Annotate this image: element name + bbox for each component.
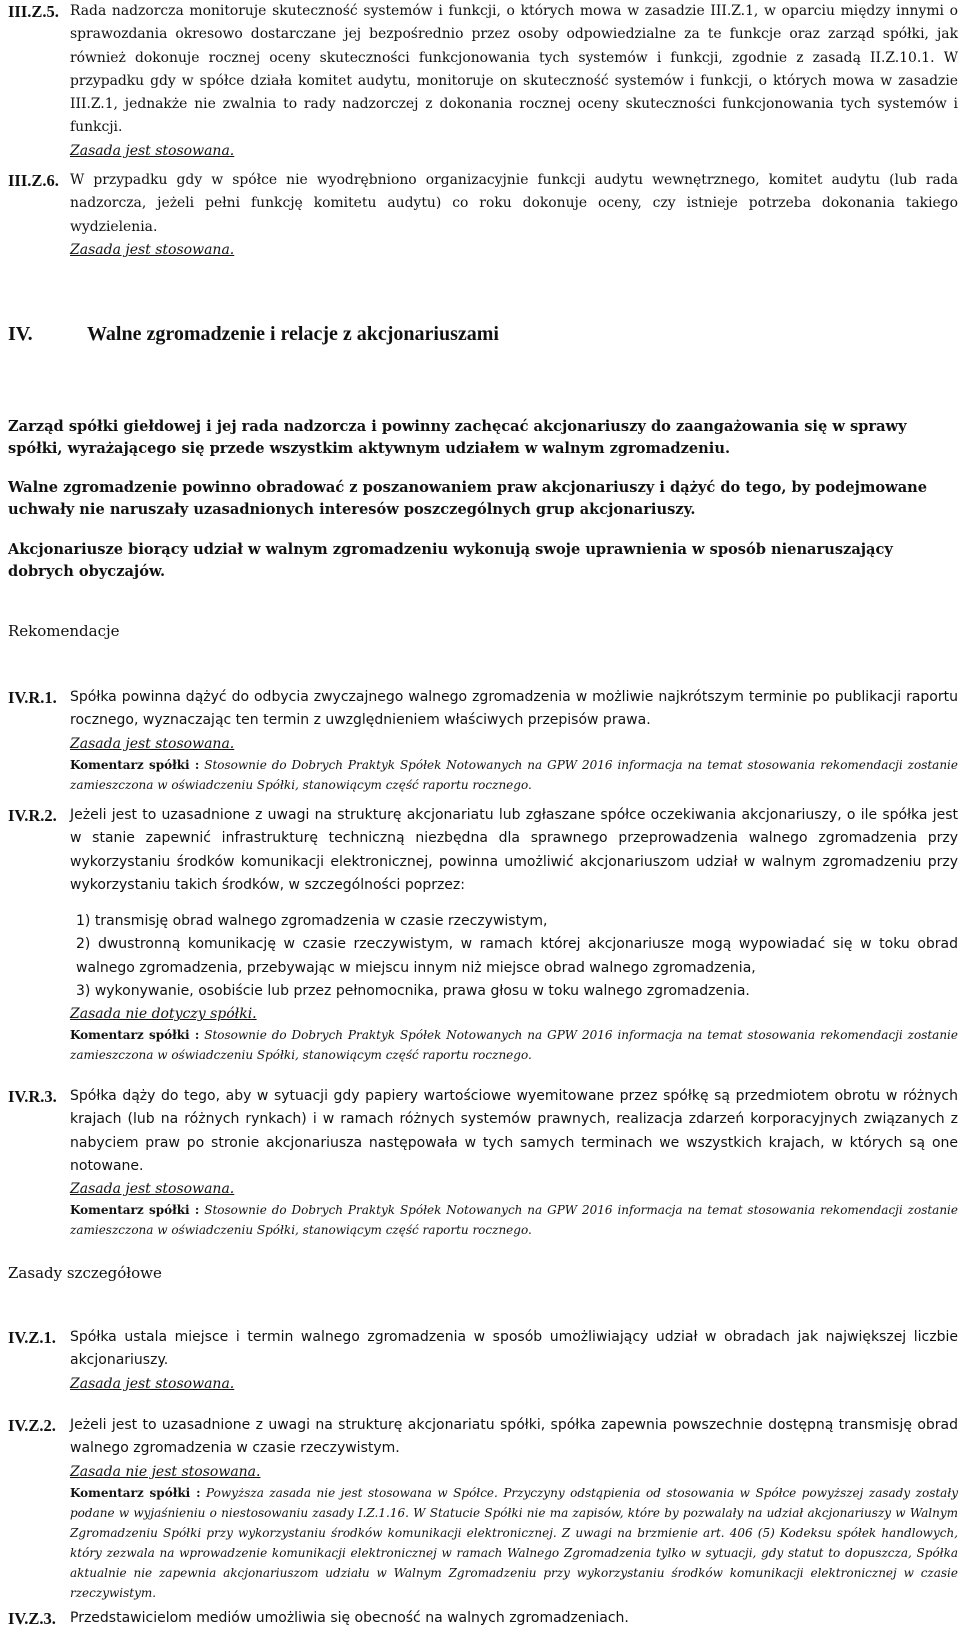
principle-text: Jeżeli jest to uzasadnione z uwagi na strukturę akcjonariatu spółki, spółka zapewnia powszechnie dostępną transmisję obrad walnego zgromadzenia w czasie rzeczywistym. (70, 1417, 958, 1457)
company-comment (70, 755, 958, 795)
intro-paragraph: Akcjonariusze biorący udział w walnym zgromadzeniu wykonują swoje uprawnienia w sposób nienaruszający dobrych obyczajów. (8, 541, 893, 580)
intro-paragraph: Walne zgromadzenie powinno obradować z poszanowaniem praw akcjonariuszy i dążyć do tego, by podejmowane uchwały nie naruszały uzasadnionych interesów poszczególnych grup akcjonariuszy. (8, 479, 928, 518)
principle-text: W przypadku gdy w spółce nie wyodrębniono organizacyjnie funkcji audytu wewnętrznego, komitet audytu (lub rada nadzorcza, jeżeli pełni funkcję komitetu audytu) co roku dokonuje oceny, czy istnieje potrzeba dokonania takiego wydzielenia. (70, 172, 958, 235)
principle-iv-z-3 (8, 1607, 958, 1630)
principle-status: Zasada jest stosowana. (70, 1181, 235, 1198)
chapter-number: IV. (8, 323, 33, 345)
principle-code: IV.Z.2. (8, 1416, 56, 1435)
principle-iii-z-6 (8, 169, 958, 261)
comment-label: Komentarz spółki : (70, 1028, 200, 1043)
list-item: 3) wykonywanie, osobiście lub przez pełnomocnika, prawa głosu w toku walnego zgromadzenia. (76, 983, 750, 1000)
list-item: 2) dwustronną komunikację w czasie rzeczywistym, w ramach której akcjonariusze mogą wypowiadać się w toku obrad walnego zgromadzenia, przebywając w miejscu innym niż miejsce obrad walnego zgromadzenia, (76, 936, 958, 976)
principle-iv-z-1 (8, 1326, 958, 1395)
principle-code: IV.R.2. (8, 806, 57, 825)
comment-text: Stosownie do Dobrych Praktyk Spółek Notowanych na GPW 2016 informacja na temat stosowania rekomendacji zostanie zamieszczona w oświadczeniu Spółki, stanowiącym część raportu rocznego. (70, 1203, 958, 1238)
principle-text: Rada nadzorcza monitoruje skuteczność systemów i funkcji, o których mowa w zasadzie III.Z.1, w oparciu między innymi o sprawozdania okresowo dostarczane jej bezpośrednio przez osoby odpowiedzialne za te funkcje oraz zarząd spółki, jak również dokonuje rocznej oceny skuteczności funkcjonowania tych systemów i funkcji, zgodnie z zasadą II.Z.10.1. W przypadku gdy w spółce działa komitet audytu, monitoruje on skuteczność systemów i funkcji, o których mowa w zasadzie III.Z.1, jednakże nie zwalnia to rady nadzorczej z dokonania rocznej oceny skuteczności funkcjonowania tych systemów i funkcji. (70, 3, 958, 136)
principle-iv-z-2 (8, 1414, 958, 1603)
principle-code: IV.R.3. (8, 1087, 57, 1106)
chapter-title: Walne zgromadzenie i relacje z akcjonariuszami (87, 323, 499, 345)
comment-label: Komentarz spółki : (70, 1485, 201, 1500)
principle-code: IV.Z.1. (8, 1328, 56, 1347)
principle-status: Zasada jest stosowana. (70, 1375, 235, 1392)
option-list (76, 910, 958, 1003)
list-item: 1) transmisję obrad walnego zgromadzenia w czasie rzeczywistym, (76, 913, 548, 930)
principle-status: Zasada nie dotyczy spółki. (70, 1006, 257, 1023)
principle-text: Jeżeli jest to uzasadnione z uwagi na strukturę akcjonariatu lub zgłaszane spółce oczekiwania akcjonariuszy, o ile spółka jest w stanie zapewnić infrastrukturę techniczną niezbędna dla sprawnego przeprowadzenia walnego zgromadzenia przy wykorzystaniu środków komunikacji elektronicznej, powinna umożliwić akcjonariuszom udział w walnym zgromadzeniu przy wykorzystaniu takich środków, w szczególności poprzez: (70, 807, 958, 893)
comment-text: Stosownie do Dobrych Praktyk Spółek Notowanych na GPW 2016 informacja na temat stosowania rekomendacji zostanie zamieszczona w oświadczeniu Spółki, stanowiącym część raportu rocznego. (70, 1028, 958, 1063)
section-heading-zasady-szczegolowe: Zasady szczegółowe (8, 1264, 162, 1282)
principle-code: III.Z.5. (8, 2, 59, 21)
principle-code: IV.Z.3. (8, 1609, 56, 1628)
principle-text: Przedstawicielom mediów umożliwia się obecność na walnych zgromadzeniach. (70, 1610, 629, 1626)
comment-text: Powyższa zasada nie jest stosowana w Spółce. Przyczyny odstąpienia od stosowania w Spółce powyższej zasady zostały podane w wyjaśnieniu o niestosowaniu zasady I.Z.1.16. W Statucie Spółki nie ma zapisów, które by pozwalały na udział akcjonariuszy w Walnym Zgromadzeniu Spółki przy wykorzystaniu środków komunikacji elektronicznej. Z uwagi na brzmienie art. 406 (5) Kodeksu spółek handlowych, który zezwala na wprowadzenie komunikacji elektronicznej w ramach Walnego Zgromadzenia tylko w sytuacji, gdy statut to dopuszcza, Spółka aktualnie nie zapewnia akcjonariuszom udziału w Walnym Zgromadzeniu przy wykorzystaniu środków komunikacji elektronicznej w czasie rzeczywistym. (70, 1485, 959, 1600)
intro-paragraph: Zarząd spółki giełdowej i jej rada nadzorcza i powinny zachęcać akcjonariuszy do zaangażowania się w sprawy spółki, wyrażającego się przede wszystkim aktywnym udziałem w walnym zgromadzeniu. (8, 418, 907, 457)
principle-status: Zasada jest stosowana. (70, 142, 235, 159)
company-comment (70, 1200, 958, 1240)
comment-label: Komentarz spółki : (70, 1203, 200, 1218)
comment-label: Komentarz spółki : (70, 757, 200, 772)
recommendation-iv-r-1 (8, 686, 958, 795)
comment-text: Stosownie do Dobrych Praktyk Spółek Notowanych na GPW 2016 informacja na temat stosowania rekomendacji zostanie zamieszczona w oświadczeniu Spółki, stanowiącym część raportu rocznego. (70, 757, 958, 792)
principle-text: Spółka powinna dążyć do odbycia zwyczajnego walnego zgromadzenia w możliwie najkrótszym terminie po publikacji raportu rocznego, wyznaczając ten termin z uwzględnieniem właściwych przepisów prawa. (70, 689, 958, 729)
principle-status: Zasada jest stosowana. (70, 241, 235, 258)
principle-text: Spółka ustala miejsce i termin walnego zgromadzenia w sposób umożliwiający udział w obradach jak największej liczbie akcjonariuszy. (70, 1329, 958, 1369)
principle-iii-z-5 (8, 0, 958, 162)
recommendation-iv-r-3 (8, 1085, 958, 1240)
principle-status: Zasada jest stosowana. (70, 735, 235, 752)
recommendation-iv-r-2 (8, 804, 958, 1065)
company-comment (70, 1025, 958, 1065)
principle-status: Zasada nie jest stosowana. (70, 1463, 261, 1480)
principle-code: IV.R.1. (8, 688, 57, 707)
section-heading-rekomendacje: Rekomendacje (8, 622, 120, 640)
company-comment (70, 1483, 958, 1603)
principle-text: Spółka dąży do tego, aby w sytuacji gdy papiery wartościowe wyemitowane przez spółkę są przedmiotem obrotu w różnych krajach (lub na różnych rynkach) i w ramach różnych systemów prawnych, realizacja zdarzeń korporacyjnych związanych z nabyciem praw po stronie akcjonariusza następowała w tych samych terminach we wszystkich krajach, w których są one notowane. (70, 1088, 958, 1174)
principle-code: III.Z.6. (8, 171, 59, 190)
